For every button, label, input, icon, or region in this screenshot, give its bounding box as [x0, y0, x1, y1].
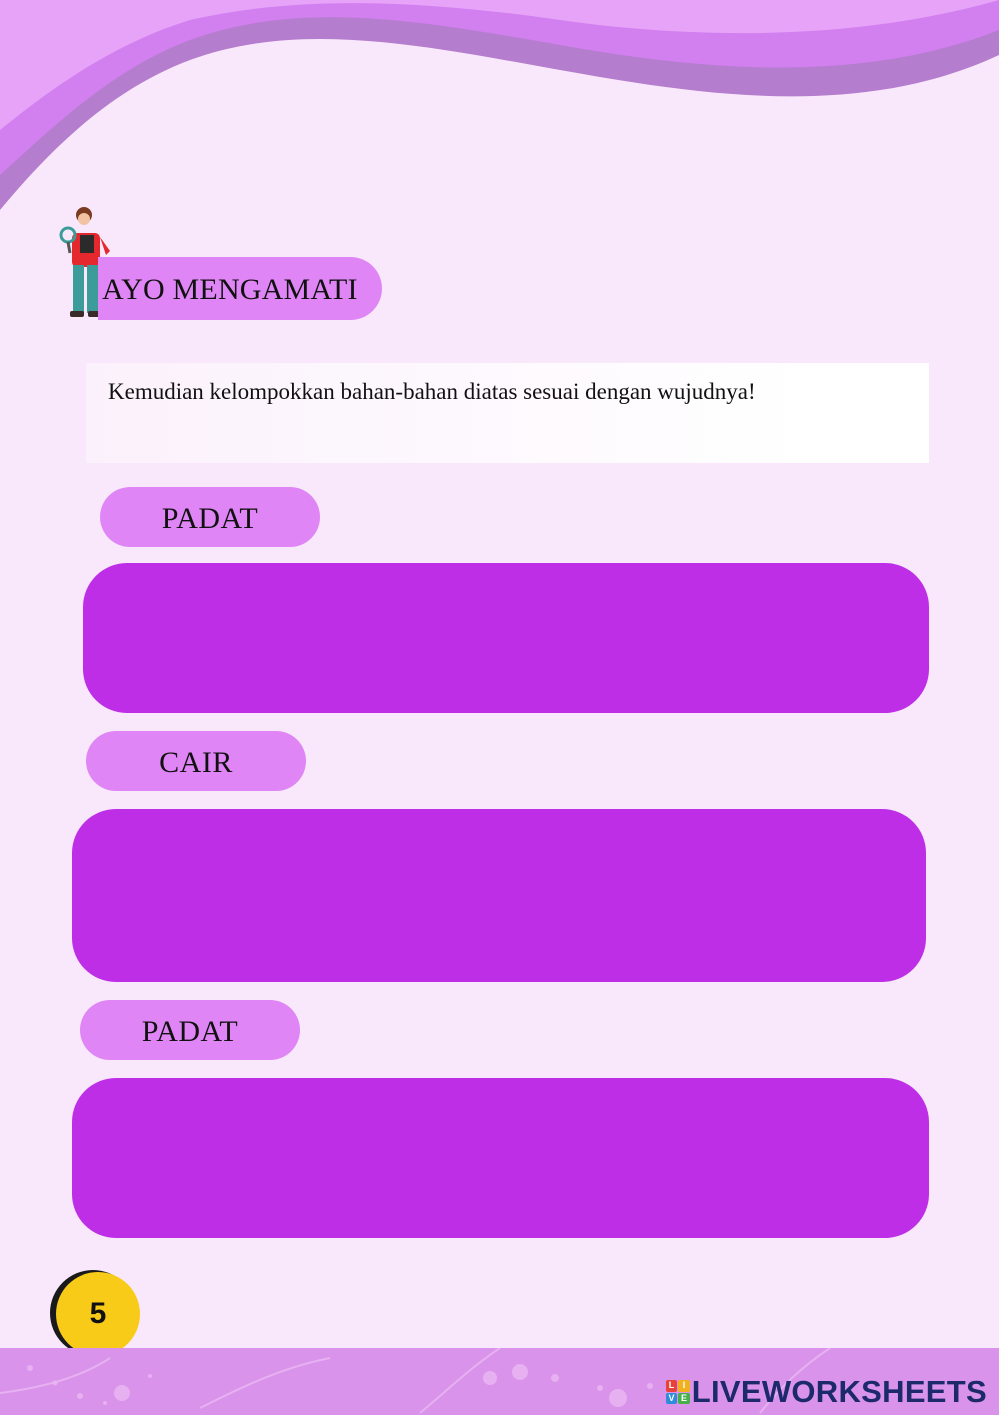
page-number: 5 — [56, 1272, 140, 1356]
drop-zone-cair[interactable] — [72, 809, 926, 982]
liveworksheets-brand — [666, 1374, 987, 1410]
section-title: AYO MENGAMATI — [102, 273, 358, 306]
instruction-text: Kemudian kelompokkan bahan-bahan diatas sesuai dengan wujudnya! — [108, 379, 756, 404]
category-label-padat-1: PADAT — [100, 487, 320, 547]
brand-name: LIVEWORKSHEETS — [691, 1374, 987, 1409]
header-wave-decoration — [0, 0, 999, 220]
category-label-padat-2: PADAT — [80, 1000, 300, 1060]
drop-zone-padat-2[interactable] — [72, 1078, 929, 1238]
drop-zone-padat-1[interactable] — [83, 563, 929, 713]
liveworksheets-logo-icon — [666, 1380, 690, 1404]
logo-letter: L — [666, 1380, 678, 1392]
section-title-badge — [98, 257, 382, 320]
logo-letter: V — [666, 1393, 678, 1405]
instruction-box — [86, 363, 929, 463]
page-number-badge — [50, 1270, 142, 1358]
category-label-cair: CAIR — [86, 731, 306, 791]
logo-letter: I — [678, 1380, 690, 1392]
logo-letter: E — [678, 1393, 690, 1405]
